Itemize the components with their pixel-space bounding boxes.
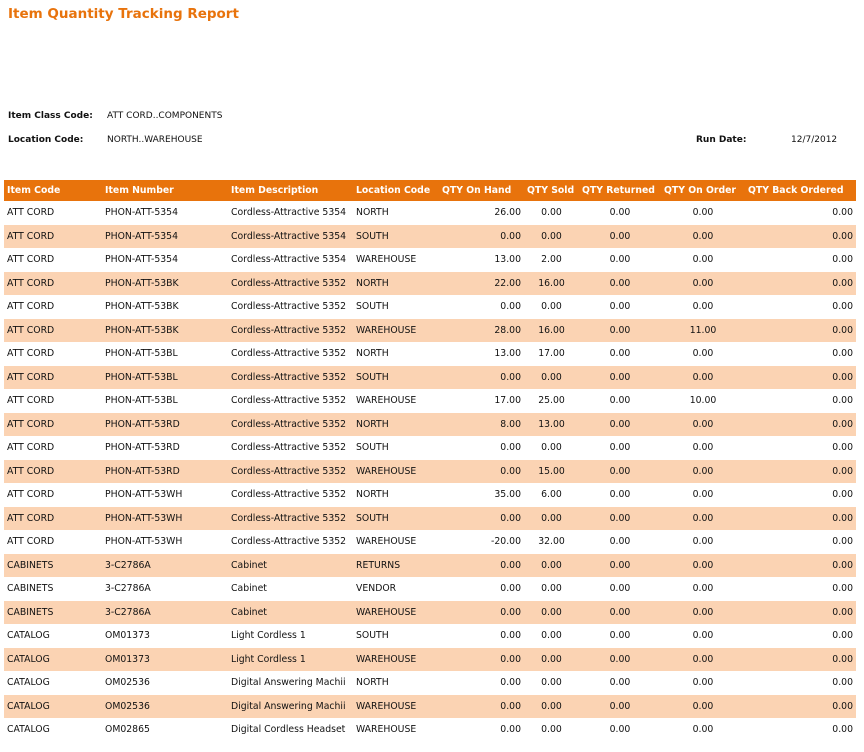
- cell-qty-back-ordered: 0.00: [745, 601, 856, 625]
- cell-item-number: PHON-ATT-5354: [105, 207, 179, 219]
- cell-qty-returned: 0.00: [579, 272, 661, 296]
- cell-qty-on-hand: 0.00: [500, 442, 521, 454]
- cell-item-number: PHON-ATT-5354: [102, 225, 228, 249]
- cell-item-number: PHON-ATT-53BK: [102, 272, 228, 296]
- cell-qty-sold: 2.00: [541, 254, 562, 266]
- cell-item-number: OM02536: [102, 695, 228, 719]
- cell-qty-on-hand: 35.00: [494, 489, 521, 501]
- cell-location-code: SOUTH: [353, 366, 439, 390]
- cell-item-description: Digital Answering Machii: [231, 677, 346, 689]
- cell-qty-on-hand: 17.00: [494, 395, 521, 407]
- cell-item-description: Digital Cordless Headset: [231, 724, 346, 736]
- cell-qty-returned: 0.00: [609, 583, 631, 595]
- cell-location-code: WAREHOUSE: [353, 460, 439, 484]
- cell-qty-sold: 0.00: [541, 677, 562, 689]
- cell-qty-on-hand: 13.00: [494, 254, 521, 266]
- cell-item-number: PHON-ATT-53BK: [102, 319, 228, 343]
- cell-qty-sold: 0.00: [524, 225, 579, 249]
- cell-item-description: Cordless-Attractive 5352: [228, 319, 353, 343]
- cell-qty-on-hand: 0.00: [439, 507, 524, 531]
- cell-qty-sold: 13.00: [524, 413, 579, 437]
- cell-item-number: PHON-ATT-53WH: [102, 507, 228, 531]
- cell-qty-returned: 0.00: [609, 207, 631, 219]
- cell-qty-on-order: 0.00: [661, 507, 745, 531]
- cell-qty-on-order: 0.00: [661, 366, 745, 390]
- report-table: [4, 180, 856, 742]
- cell-item-description: Cordless-Attractive 5352: [228, 460, 353, 484]
- cell-item-number: OM02536: [105, 677, 150, 689]
- cell-item-code: ATT CORD: [7, 395, 55, 407]
- cell-item-description: Cordless-Attractive 5352: [231, 442, 347, 454]
- table-row: [4, 389, 856, 413]
- cell-qty-sold: 0.00: [524, 366, 579, 390]
- cell-item-code: CABINETS: [4, 601, 102, 625]
- column-header-qty-returned: QTY Returned: [579, 180, 661, 201]
- cell-location-code: SOUTH: [353, 225, 439, 249]
- cell-qty-on-hand: 0.00: [500, 677, 521, 689]
- cell-item-description: Cabinet: [231, 583, 267, 595]
- cell-item-code: ATT CORD: [7, 536, 55, 548]
- table-row: [4, 436, 856, 460]
- cell-qty-back-ordered: 0.00: [832, 536, 853, 548]
- item-class-value: ATT CORD..COMPONENTS: [107, 111, 223, 121]
- cell-item-code: ATT CORD: [4, 413, 102, 437]
- cell-location-code: WAREHOUSE: [356, 395, 417, 407]
- table-row: [4, 460, 856, 484]
- cell-qty-on-order: 0.00: [661, 460, 745, 484]
- cell-qty-returned: 0.00: [579, 225, 661, 249]
- cell-qty-sold: 0.00: [524, 507, 579, 531]
- cell-qty-returned: 0.00: [609, 630, 631, 642]
- cell-location-code: SOUTH: [356, 442, 389, 454]
- cell-qty-sold: 32.00: [538, 536, 565, 548]
- cell-qty-sold: 0.00: [541, 207, 562, 219]
- cell-location-code: WAREHOUSE: [356, 536, 417, 548]
- cell-qty-sold: 0.00: [524, 601, 579, 625]
- cell-qty-on-order: 0.00: [661, 225, 745, 249]
- table-row: [4, 413, 856, 437]
- cell-qty-returned: 0.00: [579, 648, 661, 672]
- cell-location-code: NORTH: [356, 677, 389, 689]
- cell-qty-on-hand: 0.00: [439, 225, 524, 249]
- report-title: Item Quantity Tracking Report: [8, 6, 239, 22]
- cell-location-code: WAREHOUSE: [353, 695, 439, 719]
- cell-qty-on-order: 0.00: [661, 272, 745, 296]
- cell-item-code: ATT CORD: [7, 207, 55, 219]
- cell-item-number: PHON-ATT-53BL: [102, 366, 228, 390]
- cell-location-code: WAREHOUSE: [353, 601, 439, 625]
- cell-item-code: CATALOG: [4, 695, 102, 719]
- cell-item-description: Cabinet: [228, 601, 353, 625]
- cell-item-number: PHON-ATT-53BK: [105, 301, 179, 313]
- cell-item-code: ATT CORD: [4, 225, 102, 249]
- cell-qty-on-order: 11.00: [661, 319, 745, 343]
- table-row: [4, 225, 856, 249]
- cell-qty-on-hand: 0.00: [500, 630, 521, 642]
- cell-qty-back-ordered: 0.00: [745, 507, 856, 531]
- cell-item-description: Cordless-Attractive 5352: [228, 366, 353, 390]
- cell-qty-back-ordered: 0.00: [745, 272, 856, 296]
- cell-item-code: ATT CORD: [7, 254, 55, 266]
- cell-qty-back-ordered: 0.00: [745, 225, 856, 249]
- cell-qty-back-ordered: 0.00: [832, 583, 853, 595]
- cell-location-code: SOUTH: [353, 507, 439, 531]
- cell-qty-back-ordered: 0.00: [745, 413, 856, 437]
- cell-qty-returned: 0.00: [609, 677, 631, 689]
- cell-item-code: ATT CORD: [7, 301, 55, 313]
- cell-qty-on-hand: 0.00: [439, 366, 524, 390]
- cell-location-code: WAREHOUSE: [356, 254, 417, 266]
- table-row: [4, 718, 856, 742]
- cell-qty-on-order: 0.00: [661, 648, 745, 672]
- column-header-qty-on-order: QTY On Order: [661, 180, 745, 201]
- cell-location-code: SOUTH: [356, 630, 389, 642]
- cell-qty-on-order: 0.00: [692, 489, 714, 501]
- cell-item-number: OM01373: [105, 630, 150, 642]
- cell-qty-back-ordered: 0.00: [832, 630, 853, 642]
- cell-qty-on-order: 0.00: [692, 677, 714, 689]
- cell-qty-returned: 0.00: [579, 554, 661, 578]
- cell-qty-on-order: 0.00: [661, 554, 745, 578]
- cell-item-number: 3-C2786A: [102, 601, 228, 625]
- table-row: [4, 248, 856, 272]
- cell-qty-on-hand: 0.00: [500, 301, 521, 313]
- location-label: Location Code:: [8, 135, 84, 145]
- cell-item-number: PHON-ATT-53BL: [105, 395, 178, 407]
- cell-qty-back-ordered: 0.00: [832, 254, 853, 266]
- cell-item-code: ATT CORD: [4, 272, 102, 296]
- cell-location-code: SOUTH: [356, 301, 389, 313]
- cell-location-code: NORTH: [356, 348, 389, 360]
- cell-qty-on-order: 0.00: [692, 348, 714, 360]
- cell-qty-on-hand: -20.00: [491, 536, 521, 548]
- cell-item-description: Cordless-Attractive 5352: [231, 348, 347, 360]
- table-row: [4, 554, 856, 578]
- cell-qty-back-ordered: 0.00: [832, 724, 853, 736]
- cell-item-description: Cordless-Attractive 5354: [228, 225, 353, 249]
- cell-qty-sold: 0.00: [541, 442, 562, 454]
- column-header-qty-back-ordered: QTY Back Ordered: [745, 180, 856, 201]
- cell-qty-sold: 16.00: [524, 272, 579, 296]
- cell-qty-sold: 6.00: [541, 489, 562, 501]
- cell-qty-on-order: 0.00: [692, 536, 714, 548]
- cell-qty-on-hand: 0.00: [439, 648, 524, 672]
- cell-qty-sold: 0.00: [541, 724, 562, 736]
- table-row: [4, 695, 856, 719]
- cell-qty-sold: 0.00: [524, 648, 579, 672]
- cell-item-description: Cabinet: [228, 554, 353, 578]
- cell-location-code: RETURNS: [353, 554, 439, 578]
- table-row: [4, 577, 856, 601]
- cell-qty-returned: 0.00: [609, 348, 631, 360]
- cell-location-code: WAREHOUSE: [353, 319, 439, 343]
- cell-qty-on-order: 10.00: [689, 395, 717, 407]
- cell-qty-back-ordered: 0.00: [745, 554, 856, 578]
- cell-item-number: OM01373: [102, 648, 228, 672]
- table-row: [4, 601, 856, 625]
- cell-qty-back-ordered: 0.00: [832, 489, 853, 501]
- cell-qty-sold: 0.00: [524, 695, 579, 719]
- cell-location-code: NORTH: [353, 272, 439, 296]
- location-value: NORTH..WAREHOUSE: [107, 135, 203, 145]
- cell-qty-back-ordered: 0.00: [832, 348, 853, 360]
- cell-qty-returned: 0.00: [609, 301, 631, 313]
- cell-qty-on-hand: 0.00: [439, 554, 524, 578]
- cell-item-description: Light Cordless 1: [231, 630, 306, 642]
- cell-qty-returned: 0.00: [609, 724, 631, 736]
- cell-qty-returned: 0.00: [579, 366, 661, 390]
- cell-qty-back-ordered: 0.00: [745, 695, 856, 719]
- cell-location-code: NORTH: [353, 413, 439, 437]
- cell-item-code: ATT CORD: [4, 460, 102, 484]
- cell-qty-back-ordered: 0.00: [832, 677, 853, 689]
- cell-qty-back-ordered: 0.00: [745, 366, 856, 390]
- table-header-row: [4, 180, 856, 201]
- cell-item-number: 3-C2786A: [102, 554, 228, 578]
- cell-qty-returned: 0.00: [579, 319, 661, 343]
- cell-item-number: PHON-ATT-53RD: [105, 442, 180, 454]
- cell-qty-returned: 0.00: [579, 507, 661, 531]
- cell-qty-back-ordered: 0.00: [832, 207, 853, 219]
- cell-item-number: PHON-ATT-53WH: [105, 489, 183, 501]
- table-row: [4, 671, 856, 695]
- cell-item-code: CATALOG: [4, 648, 102, 672]
- cell-qty-on-order: 0.00: [692, 301, 714, 313]
- cell-qty-on-hand: 26.00: [494, 207, 521, 219]
- column-header-qty-sold: QTY Sold: [524, 180, 579, 201]
- cell-qty-back-ordered: 0.00: [745, 460, 856, 484]
- cell-item-description: Cordless-Attractive 5352: [228, 507, 353, 531]
- column-header-item-description: Item Description: [228, 180, 353, 201]
- table-row: [4, 624, 856, 648]
- cell-qty-on-order: 0.00: [692, 724, 714, 736]
- cell-qty-back-ordered: 0.00: [745, 648, 856, 672]
- cell-qty-on-hand: 8.00: [439, 413, 524, 437]
- run-date-value: 12/7/2012: [791, 135, 838, 145]
- column-header-item-code: Item Code: [4, 180, 102, 201]
- cell-item-description: Cordless-Attractive 5354: [231, 254, 347, 266]
- cell-qty-on-order: 0.00: [692, 254, 714, 266]
- cell-qty-returned: 0.00: [579, 413, 661, 437]
- cell-qty-on-hand: 0.00: [439, 460, 524, 484]
- column-header-location-code: Location Code: [353, 180, 439, 201]
- table-row: [4, 295, 856, 319]
- cell-qty-sold: 25.00: [538, 395, 565, 407]
- item-class-label: Item Class Code:: [8, 111, 93, 121]
- cell-qty-returned: 0.00: [579, 601, 661, 625]
- cell-qty-sold: 0.00: [524, 554, 579, 578]
- cell-qty-returned: 0.00: [609, 442, 631, 454]
- cell-qty-sold: 0.00: [541, 583, 562, 595]
- cell-qty-sold: 0.00: [541, 301, 562, 313]
- cell-item-code: CABINETS: [7, 583, 54, 595]
- table-row: [4, 319, 856, 343]
- cell-item-description: Cordless-Attractive 5352: [228, 272, 353, 296]
- cell-item-code: ATT CORD: [4, 366, 102, 390]
- cell-qty-on-order: 0.00: [692, 583, 714, 595]
- cell-qty-returned: 0.00: [579, 460, 661, 484]
- cell-qty-on-hand: 0.00: [500, 583, 521, 595]
- cell-item-code: ATT CORD: [4, 319, 102, 343]
- cell-qty-back-ordered: 0.00: [832, 442, 853, 454]
- cell-item-number: PHON-ATT-53BL: [105, 348, 178, 360]
- cell-item-code: CABINETS: [4, 554, 102, 578]
- cell-item-description: Cordless-Attractive 5352: [231, 536, 347, 548]
- cell-qty-sold: 0.00: [541, 630, 562, 642]
- table-row: [4, 272, 856, 296]
- cell-qty-returned: 0.00: [609, 254, 631, 266]
- cell-qty-back-ordered: 0.00: [832, 395, 853, 407]
- cell-qty-back-ordered: 0.00: [832, 301, 853, 313]
- table-body: [4, 201, 856, 742]
- cell-qty-sold: 16.00: [524, 319, 579, 343]
- cell-qty-returned: 0.00: [609, 489, 631, 501]
- cell-qty-returned: 0.00: [609, 395, 631, 407]
- cell-item-description: Cordless-Attractive 5352: [231, 395, 347, 407]
- cell-item-number: PHON-ATT-53WH: [105, 536, 183, 548]
- cell-qty-on-order: 0.00: [661, 601, 745, 625]
- cell-item-code: ATT CORD: [4, 507, 102, 531]
- table-row: [4, 342, 856, 366]
- cell-item-number: PHON-ATT-5354: [105, 254, 179, 266]
- cell-location-code: NORTH: [356, 207, 389, 219]
- cell-item-code: ATT CORD: [7, 489, 55, 501]
- cell-qty-on-hand: 22.00: [439, 272, 524, 296]
- cell-qty-returned: 0.00: [609, 536, 631, 548]
- table-row: [4, 530, 856, 554]
- cell-location-code: NORTH: [356, 489, 389, 501]
- cell-item-code: ATT CORD: [7, 348, 55, 360]
- cell-item-number: PHON-ATT-53RD: [102, 413, 228, 437]
- cell-qty-on-order: 0.00: [692, 442, 714, 454]
- cell-item-code: ATT CORD: [7, 442, 55, 454]
- cell-qty-on-hand: 28.00: [439, 319, 524, 343]
- cell-item-number: PHON-ATT-53RD: [102, 460, 228, 484]
- cell-qty-returned: 0.00: [579, 695, 661, 719]
- cell-qty-on-hand: 0.00: [439, 601, 524, 625]
- cell-qty-on-order: 0.00: [661, 413, 745, 437]
- cell-item-description: Cordless-Attractive 5354: [231, 207, 347, 219]
- column-header-item-number: Item Number: [102, 180, 228, 201]
- cell-qty-on-order: 0.00: [661, 695, 745, 719]
- table-row: [4, 507, 856, 531]
- cell-qty-sold: 15.00: [524, 460, 579, 484]
- table-row: [4, 366, 856, 390]
- cell-qty-on-order: 0.00: [692, 207, 714, 219]
- cell-qty-on-hand: 0.00: [439, 695, 524, 719]
- cell-qty-sold: 17.00: [538, 348, 565, 360]
- cell-item-description: Cordless-Attractive 5352: [231, 489, 347, 501]
- cell-item-description: Digital Answering Machii: [228, 695, 353, 719]
- cell-item-description: Cordless-Attractive 5352: [228, 413, 353, 437]
- cell-item-description: Light Cordless 1: [228, 648, 353, 672]
- cell-item-code: CATALOG: [7, 724, 50, 736]
- cell-item-code: CATALOG: [7, 630, 50, 642]
- cell-location-code: WAREHOUSE: [356, 724, 417, 736]
- table-row: [4, 483, 856, 507]
- table-row: [4, 201, 856, 225]
- table-row: [4, 648, 856, 672]
- column-header-qty-on-hand: QTY On Hand: [439, 180, 524, 201]
- cell-qty-on-hand: 13.00: [494, 348, 521, 360]
- cell-qty-on-order: 0.00: [692, 630, 714, 642]
- run-date-label: Run Date:: [696, 135, 747, 145]
- cell-location-code: VENDOR: [356, 583, 397, 595]
- cell-item-description: Cordless-Attractive 5352: [231, 301, 347, 313]
- cell-item-number: 3-C2786A: [105, 583, 151, 595]
- cell-item-number: OM02865: [105, 724, 150, 736]
- cell-item-code: CATALOG: [7, 677, 50, 689]
- cell-qty-back-ordered: 0.00: [745, 319, 856, 343]
- cell-qty-on-hand: 0.00: [500, 724, 521, 736]
- cell-location-code: WAREHOUSE: [353, 648, 439, 672]
